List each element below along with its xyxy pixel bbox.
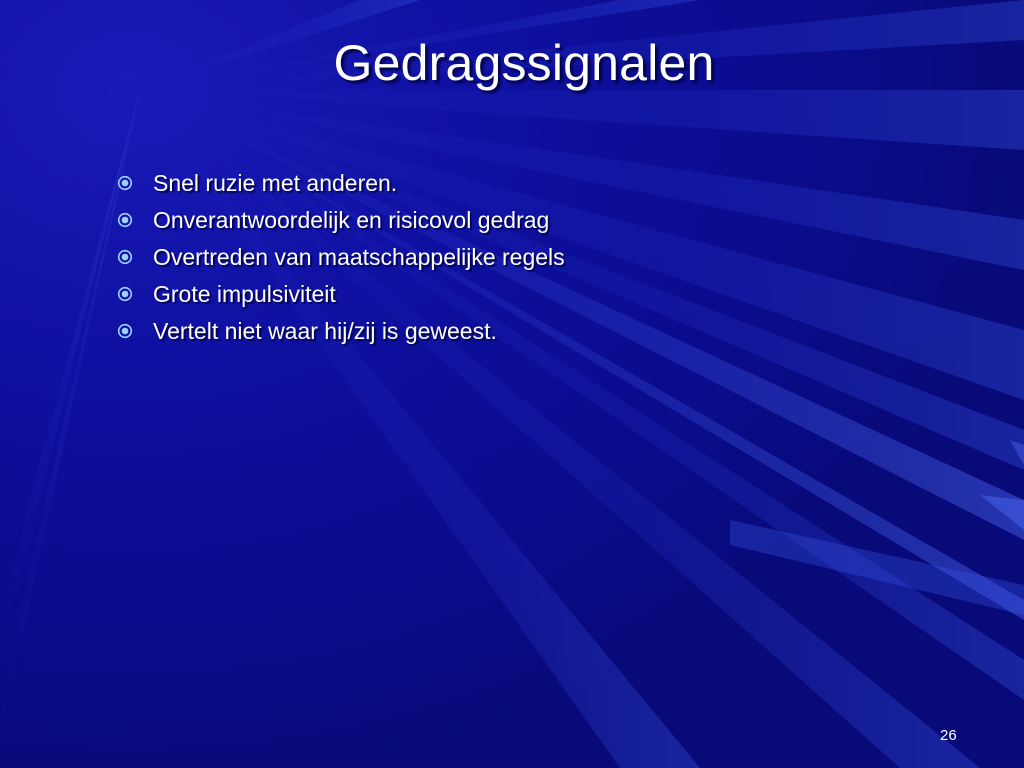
radio-bullet-icon [117,286,133,302]
bullet-item [114,276,565,313]
radio-bullet-icon [117,323,133,339]
radio-bullet-icon [117,212,133,228]
bullet-text: Snel ruzie met anderen. [153,170,398,196]
bullet-text: Onverantwoordelijk en risicovol gedrag [153,207,550,233]
bullet-item [114,202,565,239]
page-number: 26 [940,727,957,744]
bullet-item [114,239,565,276]
bullet-text: Vertelt niet waar hij/zij is geweest. [153,318,497,344]
radio-bullet-icon [117,175,133,191]
radio-bullet-icon [117,249,133,265]
slide-title: Gedragssignalen [333,35,715,91]
bullet-text: Overtreden van maatschappelijke regels [153,244,565,270]
bullet-list [114,165,565,350]
bullet-item [114,165,565,202]
bullet-text: Grote impulsiviteit [153,281,336,307]
bullet-item [114,313,565,350]
